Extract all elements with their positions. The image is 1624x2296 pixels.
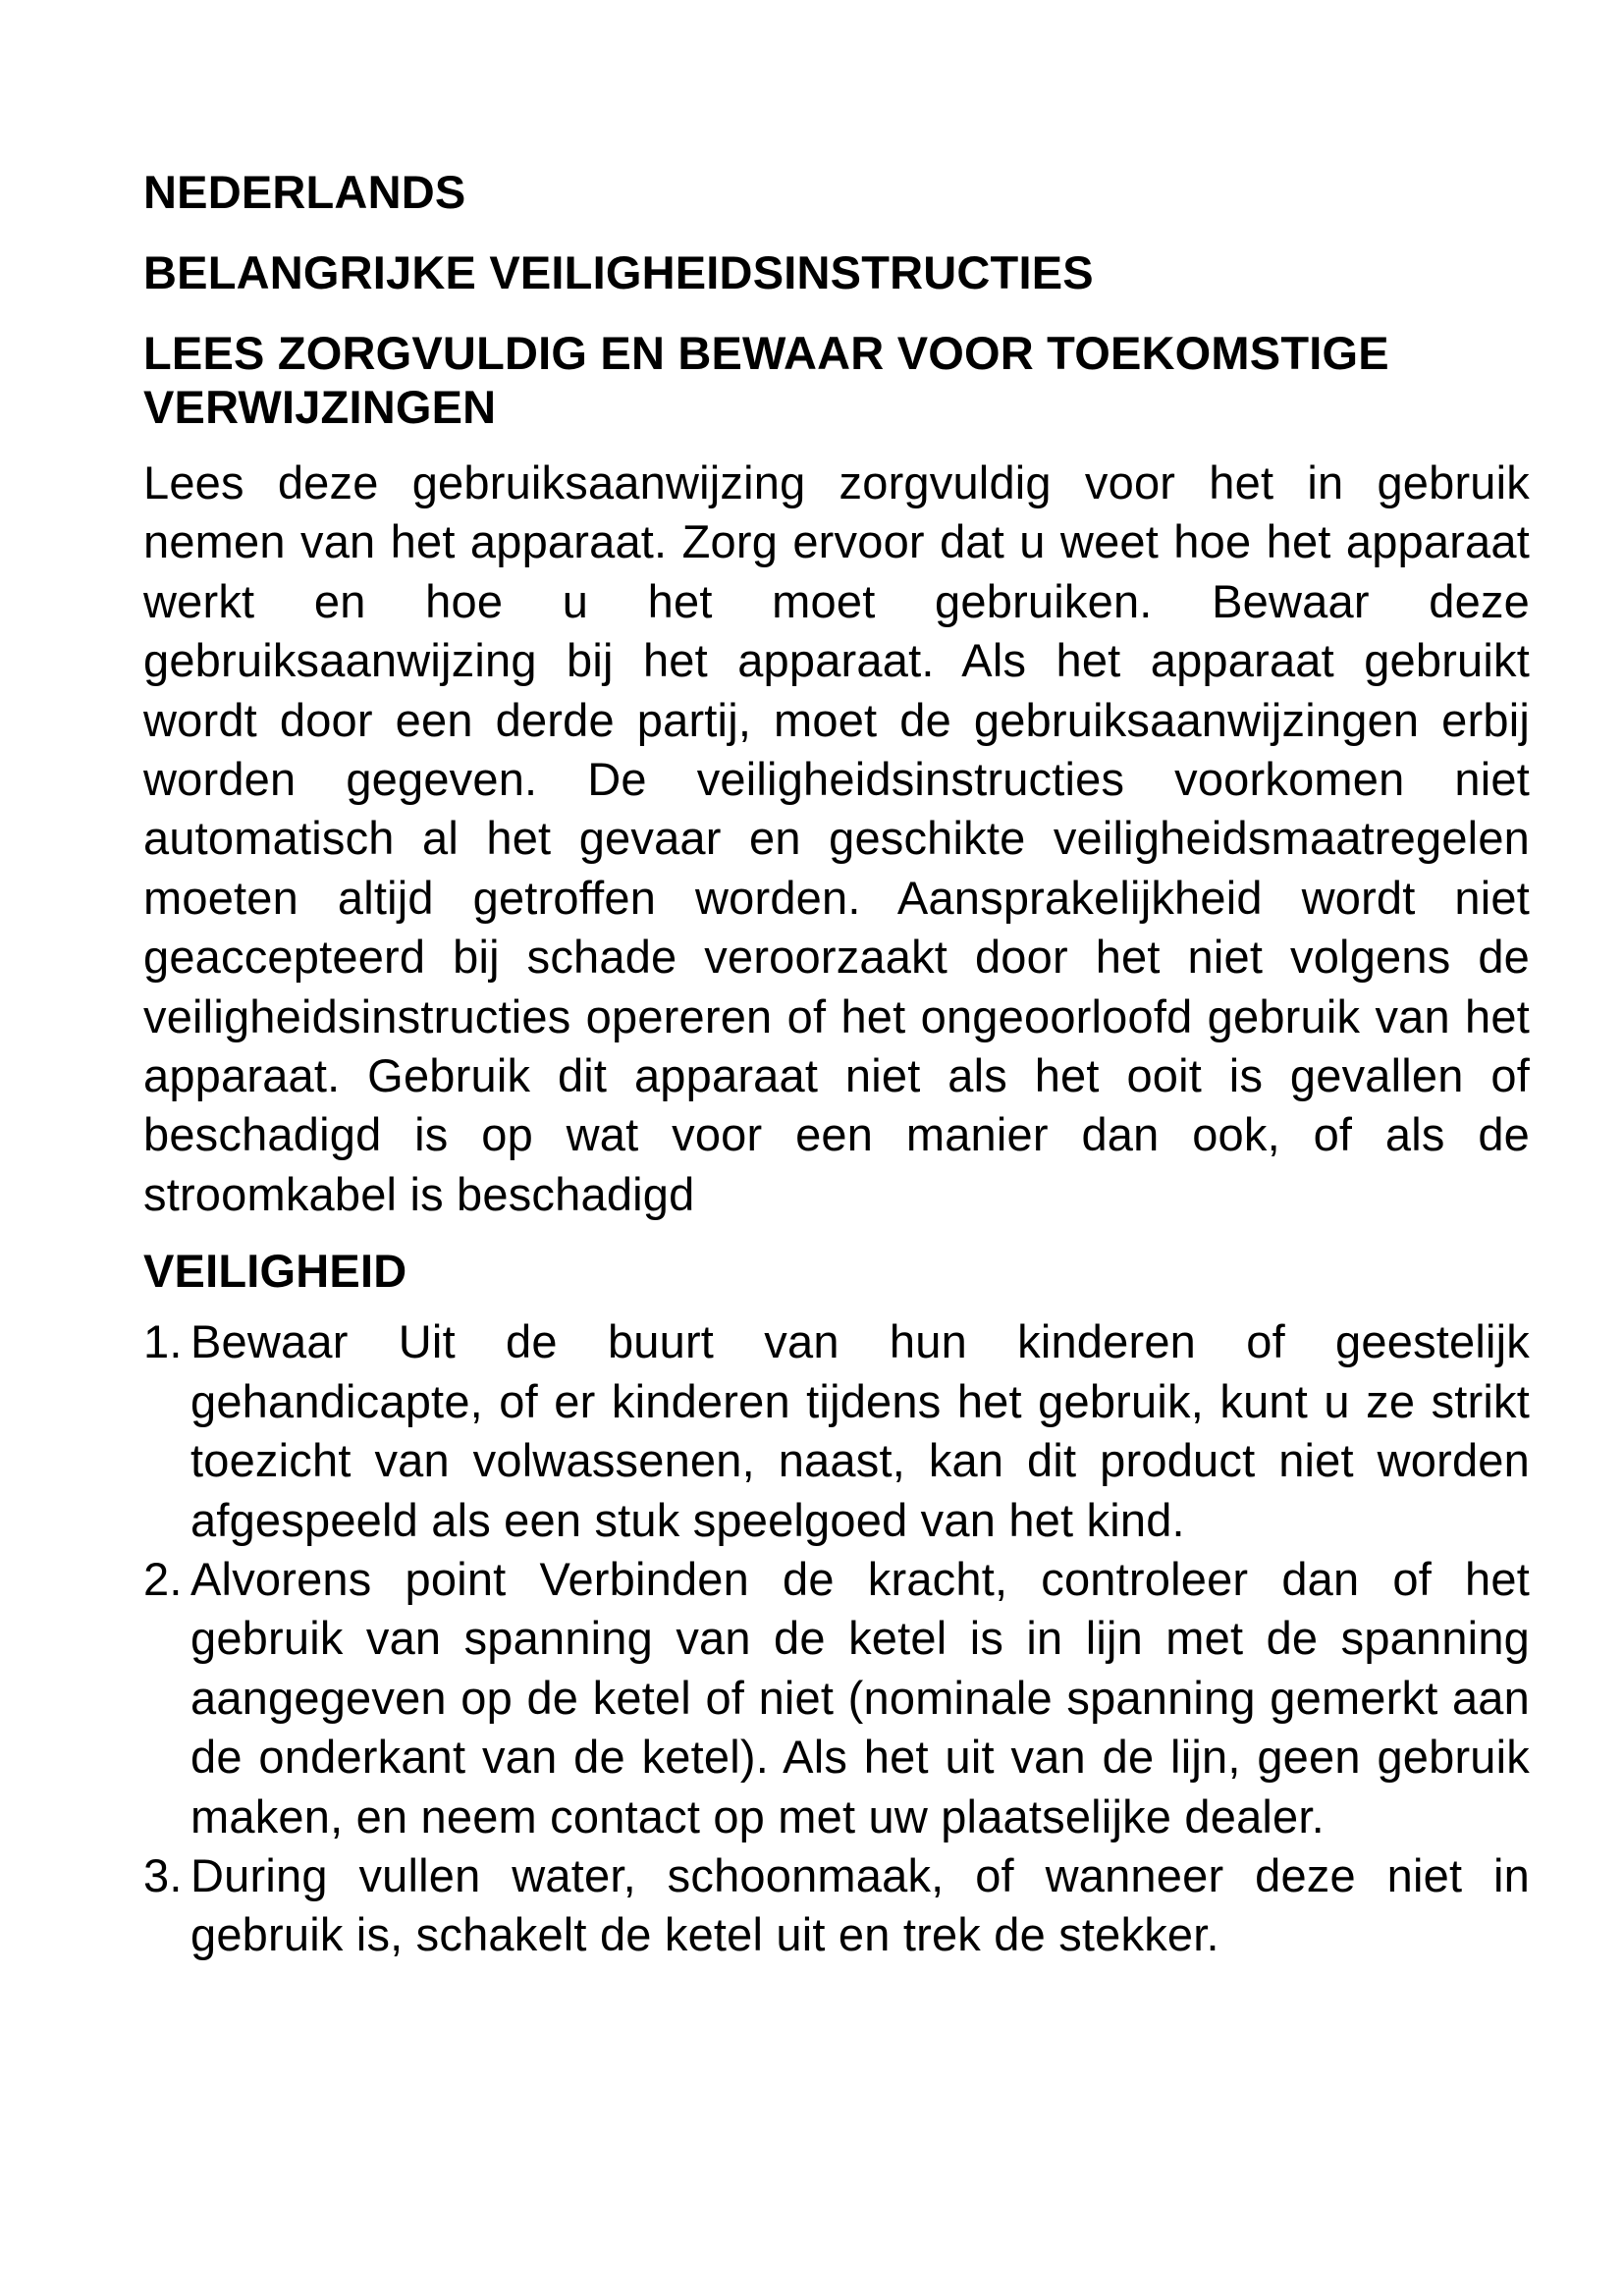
safety-item-text: Bewaar Uit de buurt van hun kinderen of geestelijk gehandicapte, of er kinderen tijdens het gebruik, kunt u ze strikt toezicht van volwassenen, naast, kan dit product niet worden afgespeeld als een stuk speelgoed van het kind. xyxy=(190,1315,1530,1546)
language-heading: NEDERLANDS xyxy=(143,166,466,218)
safety-item-number: 2. xyxy=(143,1552,183,1605)
important-safety-heading: BELANGRIJKE VEILIGHEIDSINSTRUCTIES xyxy=(143,246,1094,298)
read-and-keep-heading: LEES ZORGVULDIG EN BEWAAR VOOR TOEKOMSTIGE VERWIJZINGEN xyxy=(143,327,1389,433)
safety-heading: VEILIGHEID xyxy=(143,1245,407,1298)
safety-item-1 xyxy=(143,1312,1530,1550)
safety-item-text: During vullen water, schoonmaak, of wanneer deze niet in gebruik is, schakelt de ketel uit en trek de stekker. xyxy=(190,1848,1530,1961)
safety-item-2 xyxy=(143,1550,1530,1846)
safety-item-number: 1. xyxy=(143,1315,183,1368)
safety-item-text: Alvorens point Verbinden de kracht, controleer dan of het gebruik van spanning van de ketel is in lijn met de spanning aangegeven op de ketel of niet (nominale spanning gemerkt aan de onderkant van de ketel). Als het uit van de lijn, geen gebruik maken, en neem contact op met uw plaatselijke dealer. xyxy=(190,1552,1530,1842)
manual-page xyxy=(143,165,1530,1965)
safety-item-3 xyxy=(143,1846,1530,1965)
safety-list xyxy=(143,1312,1530,1964)
intro-paragraph: Lees deze gebruiksaanwijzing zorgvuldig voor het in gebruik nemen van het apparaat. Zorg ervoor dat u weet hoe het apparaat werkt en hoe u het moet gebruiken. Bewaar deze gebruiksaanwijzing bij het apparaat. Als het apparaat gebruikt wordt door een derde partij, moet de gebruiksaanwijzingen erbij worden gegeven. De veiligheidsinstructies voorkomen niet automatisch al het gevaar en geschikte veiligheidsmaatregelen moeten altijd getroffen worden. Aansprakelijkheid wordt niet geaccepteerd bij schade veroorzaakt door het niet volgens de veiligheidsinstructies opereren of het ongeoorloofd gebruik van het apparaat. Gebruik dit apparaat niet als het ooit is gevallen of beschadigd is op wat voor een manier dan ook, of als de stroomkabel is beschadigd xyxy=(143,456,1530,1220)
safety-item-number: 3. xyxy=(143,1848,183,1901)
